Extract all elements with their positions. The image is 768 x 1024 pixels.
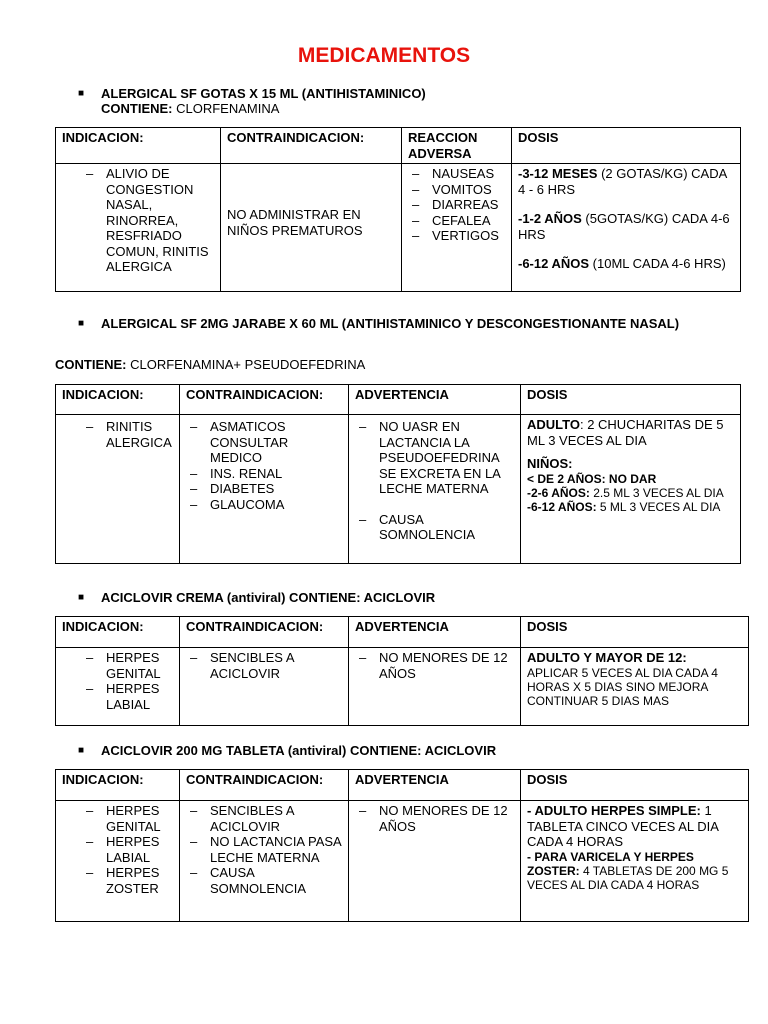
- table-row: [56, 801, 749, 922]
- list-item: – HERPES LABIAL: [62, 834, 173, 865]
- dosis-line: [527, 500, 734, 514]
- cell-dosis: [521, 648, 749, 726]
- dosis-text: 2.5 ML 3 VECES AL DIA: [589, 485, 724, 500]
- cell-indicacion: [56, 415, 180, 564]
- list-item: – HERPES GENITAL: [62, 803, 173, 834]
- page-title: MEDICAMENTOS: [297, 44, 471, 67]
- dosis-bold: - PARA VARICELA Y HERPES ZOSTER:: [527, 849, 694, 878]
- dosis-line: [527, 803, 742, 850]
- list-item: – RINITIS ALERGICA: [62, 419, 173, 450]
- list-item: – ASMATICOS CONSULTAR MEDICO: [186, 419, 342, 466]
- cell-contraindicacion: [180, 648, 349, 726]
- section-2-heading: [78, 316, 698, 348]
- bullet-icon: ■: [78, 592, 85, 603]
- contiene-value: CLORFENAMINA+ PSEUDOEFEDRINA: [130, 357, 366, 372]
- cell-indicacion: [56, 164, 221, 292]
- list-item: – CEFALEA: [408, 213, 505, 229]
- header-indicacion: INDICACION:: [56, 385, 180, 415]
- dosis-line: [527, 417, 734, 448]
- header-advertencia: ADVERTENCIA: [349, 385, 521, 415]
- dosis-bold: -1-2 AÑOS: [518, 211, 582, 226]
- dosis-bold: -3-12 MESES: [518, 166, 598, 181]
- section-2-contiene: [55, 357, 365, 372]
- list-item: – DIARREAS: [408, 197, 505, 213]
- header-advertencia: ADVERTENCIA: [349, 617, 521, 648]
- table-header-row: [56, 385, 741, 415]
- dosis-text: 1 TABLETA CINCO VECES AL DIA CADA 4 HORAS: [527, 803, 719, 849]
- header-indicacion: INDICACION:: [56, 770, 180, 801]
- dosis-line: [518, 211, 734, 242]
- list-item: – HERPES ZOSTER: [62, 865, 173, 896]
- header-indicacion: INDICACION:: [56, 128, 221, 164]
- cell-contraindicacion: [180, 801, 349, 922]
- cell-contraindicacion: [180, 415, 349, 564]
- header-indicacion: INDICACION:: [56, 617, 180, 648]
- header-contraindicacion: CONTRAINDICACION:: [180, 617, 349, 648]
- cell-advertencia: [349, 648, 521, 726]
- dosis-line: [527, 650, 742, 666]
- list-item: – CAUSA SOMNOLENCIA: [186, 865, 342, 896]
- table-header-row: [56, 128, 741, 164]
- dosis-text: APLICAR 5 VECES AL DIA CADA 4 HORAS X 5 DIAS SINO MEJORA CONTINUAR 5 DIAS MAS: [527, 665, 718, 708]
- list-item: – HERPES LABIAL: [62, 681, 173, 712]
- contiene-label: CONTIENE:: [55, 357, 127, 372]
- cell-dosis: [512, 164, 741, 292]
- list-item: – NO UASR EN LACTANCIA LA PSEUDOEFEDRINA SE EXCRETA EN LA LECHE MATERNA: [355, 419, 514, 497]
- header-advertencia: ADVERTENCIA: [349, 770, 521, 801]
- cell-dosis: [521, 801, 749, 922]
- table-row: [56, 164, 741, 292]
- dosis-line: [527, 486, 734, 500]
- dosis-text: : 2 CHUCHARITAS DE 5 ML 3 VECES AL DIA: [527, 417, 724, 448]
- contraindicacion-text: NO ADMINISTRAR EN NIÑOS PREMATUROS: [227, 207, 363, 238]
- header-dosis: DOSIS: [521, 385, 741, 415]
- table-row: [56, 648, 749, 726]
- list-item: – HERPES GENITAL: [62, 650, 173, 681]
- section-2-title: ALERGICAL SF 2MG JARABE X 60 ML (ANTIHISTAMINICO Y DESCONGESTIONANTE NASAL): [101, 316, 680, 331]
- list-item: – GLAUCOMA: [186, 497, 342, 513]
- dosis-bold: < DE 2 AÑOS: NO DAR: [527, 471, 657, 486]
- dosis-bold: -6-12 AÑOS:: [527, 499, 597, 514]
- section-3-table: [55, 616, 749, 726]
- dosis-text: (10ML CADA 4-6 HRS): [589, 256, 726, 271]
- dosis-bold: NIÑOS:: [527, 456, 573, 471]
- list-item: – SENCIBLES A ACICLOVIR: [186, 650, 342, 681]
- section-4-table: [55, 769, 749, 922]
- section-1-contiene: [101, 101, 279, 117]
- dosis-line: [518, 256, 734, 272]
- table-row: [56, 415, 741, 564]
- cell-dosis: [521, 415, 741, 564]
- cell-advertencia: [349, 801, 521, 922]
- header-contraindicacion: CONTRAINDICACION:: [180, 770, 349, 801]
- header-dosis: DOSIS: [521, 617, 749, 648]
- dosis-bold: ADULTO: [527, 417, 580, 432]
- section-3-heading: [78, 590, 698, 606]
- dosis-line: [527, 850, 742, 892]
- dosis-line: [518, 166, 734, 197]
- dosis-text: (5GOTAS/KG) CADA 4-6 HRS: [518, 211, 730, 242]
- list-item: – NAUSEAS: [408, 166, 505, 182]
- dosis-line: [527, 472, 734, 486]
- header-contraindicacion: CONTRAINDICACION:: [221, 128, 402, 164]
- cell-indicacion: [56, 801, 180, 922]
- list-item: – INS. RENAL: [186, 466, 342, 482]
- list-item: – SENCIBLES A ACICLOVIR: [186, 803, 342, 834]
- header-reaccion: REACCION ADVERSA: [402, 128, 512, 164]
- list-item: – NO MENORES DE 12 AÑOS: [355, 650, 514, 681]
- section-4-heading: [78, 743, 698, 759]
- header-dosis: DOSIS: [512, 128, 741, 164]
- dosis-bold: ADULTO Y MAYOR DE 12:: [527, 650, 687, 665]
- dosis-ninos: [527, 456, 734, 472]
- contiene-label: CONTIENE:: [101, 101, 173, 116]
- section-3-title: ACICLOVIR CREMA (antiviral) CONTIENE: ACICLOVIR: [101, 590, 436, 605]
- dosis-bold: - ADULTO HERPES SIMPLE:: [527, 803, 701, 818]
- cell-reaccion: [402, 164, 512, 292]
- header-dosis: DOSIS: [521, 770, 749, 801]
- list-item: – CAUSA SOMNOLENCIA: [355, 512, 514, 543]
- section-4-title: ACICLOVIR 200 MG TABLETA (antiviral) CONTIENE: ACICLOVIR: [101, 743, 497, 758]
- list-item: – VERTIGOS: [408, 228, 505, 244]
- dosis-bold: -2-6 AÑOS:: [527, 485, 590, 500]
- section-1-heading: [78, 86, 478, 118]
- section-2-table: [55, 384, 741, 564]
- bullet-icon: ■: [78, 745, 85, 756]
- table-header-row: [56, 617, 749, 648]
- section-1-table: [55, 127, 741, 292]
- dosis-text: 5 ML 3 VECES AL DIA: [596, 499, 721, 514]
- header-contraindicacion: CONTRAINDICACION:: [180, 385, 349, 415]
- bullet-icon: ■: [78, 88, 85, 99]
- list-item: – NO LACTANCIA PASA LECHE MATERNA: [186, 834, 342, 865]
- contiene-value: CLORFENAMINA: [176, 101, 280, 116]
- dosis-text: (2 GOTAS/KG) CADA 4 - 6 HRS: [518, 166, 727, 197]
- section-1-title: ALERGICAL SF GOTAS X 15 ML (ANTIHISTAMINICO): [101, 86, 426, 101]
- list-item: – VOMITOS: [408, 182, 505, 198]
- dosis-text: 4 TABLETAS DE 200 MG 5 VECES AL DIA CADA 4 HORAS: [527, 863, 729, 892]
- list-item: – NO MENORES DE 12 AÑOS: [355, 803, 514, 834]
- table-header-row: [56, 770, 749, 801]
- list-item: – ALIVIO DE CONGESTION NASAL, RINORREA, RESFRIADO COMUN, RINITIS ALERGICA: [62, 166, 214, 275]
- cell-indicacion: [56, 648, 180, 726]
- cell-advertencia: [349, 415, 521, 564]
- dosis-bold: -6-12 AÑOS: [518, 256, 590, 271]
- bullet-icon: ■: [78, 318, 85, 329]
- list-item: – DIABETES: [186, 481, 342, 497]
- cell-contraindicacion: [221, 164, 402, 292]
